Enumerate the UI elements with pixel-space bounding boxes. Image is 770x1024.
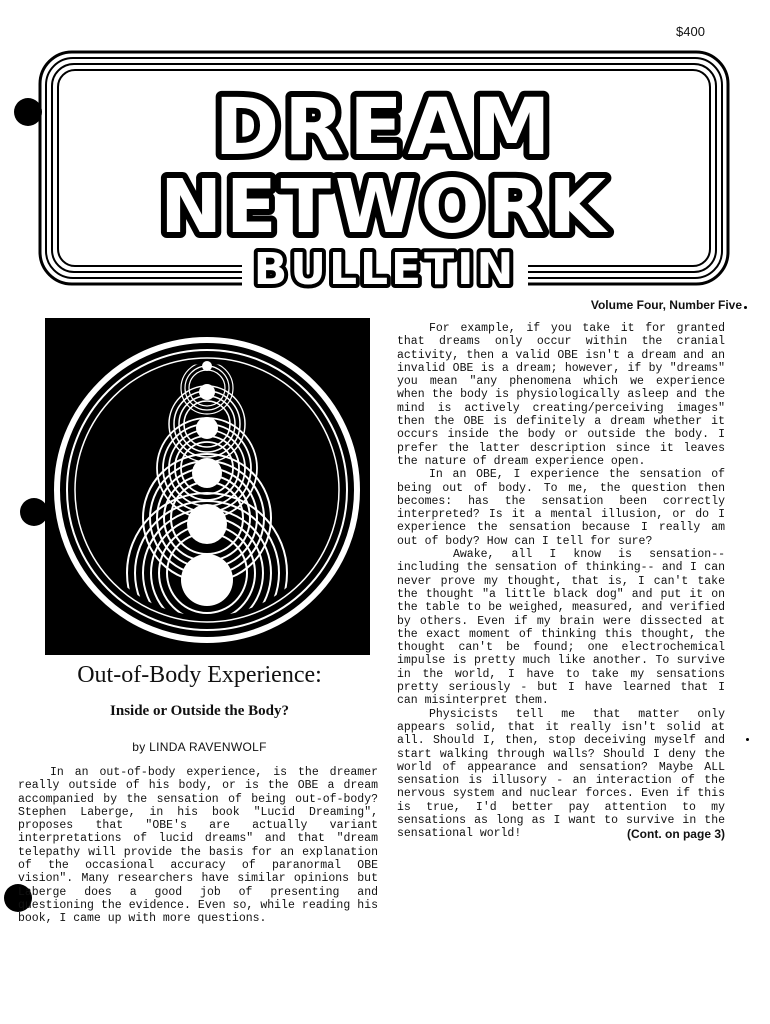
article-illustration [45, 318, 370, 655]
paragraph: In an out-of-body experience, is the dreamer really outside of his body, or is the OBE a dream accompanied by the sensation of being out-of-body? Stephen Laberge, in his book "Lucid Dreaming", proposes that "OBE's are actually variant interpretations of lucid dreams" and that "dream telepathy will provide the basis for an explanation of the occasional accuracy of paranormal OBE vision". Many researchers have similar opinions but Laberge does a good job of presenting and questioning the evidence. Even so, while reading his book, I came up with more questions. [18, 766, 378, 926]
speck [746, 738, 749, 741]
continued-link[interactable]: (Cont. on page 3) [627, 827, 725, 842]
article-subtitle: Inside or Outside the Body? [110, 703, 289, 719]
binder-hole-middle [20, 498, 48, 526]
title-bulletin: BULLETIN [253, 244, 517, 295]
paragraph: For example, if you take it for granted that dreams only occur within the cranial activity, then a valid OBE isn't a dream and an invalid OBE is a dream; however, if by "dreams" you mean "any phenomena which we experience when the body is physiologically asleep and the mind is actively creating/perceiving images" then the OBE is definitely a dream whether it occurs inside the body or outside the body. I prefer the latter description since it leaves the nature of dream experience open. [397, 322, 725, 468]
paragraph: Awake, all I know is sensation-- including the sensation of thinking-- and I can never prove my thought, that is, I can't take the thought "a little black dog" and put it on the table to be weighed, measured, and verified by others. Even if my brain were dissected at the exact moment of thinking this thought, the thought can't be found; one electrochemical impulse is pretty much like another. To survive in the world, I have to take my sensations pretty seriously - but I have learned that I can misinterpret them. [397, 548, 725, 708]
article-column-right [397, 322, 725, 841]
title-dream: DREAM [214, 83, 556, 173]
paragraph: In an OBE, I experience the sensation of being out of body. To me, the question then becomes: has the sensation been correctly interpreted? Is it a mental illusion, or do I experience the sensation because I really am out of body? How can I tell for sure? [397, 468, 725, 548]
volume-issue: Volume Four, Number Five [590, 298, 742, 312]
price-label: $400 [676, 24, 705, 39]
speck [744, 306, 747, 309]
masthead-logo [0, 0, 770, 300]
title-network: NETWORK [160, 164, 610, 250]
article-title: Out-of-Body Experience: [77, 662, 322, 688]
paragraph [397, 708, 725, 841]
article-column-left [18, 766, 378, 926]
article-byline: by LINDA RAVENWOLF [132, 740, 267, 754]
paragraph-text: Physicists tell me that matter only appears solid, that it really isn't solid at all. Should I, then, stop deceiving myself and start walking through walls? Should I deny the world of appearance and sensation? Maybe ALL sensation is illusory - an interaction of the nervous system and nuclear forces. Even if this is true, I'd better pay attention to my sensations as long as I want to survive in the sensational world! [397, 707, 725, 841]
